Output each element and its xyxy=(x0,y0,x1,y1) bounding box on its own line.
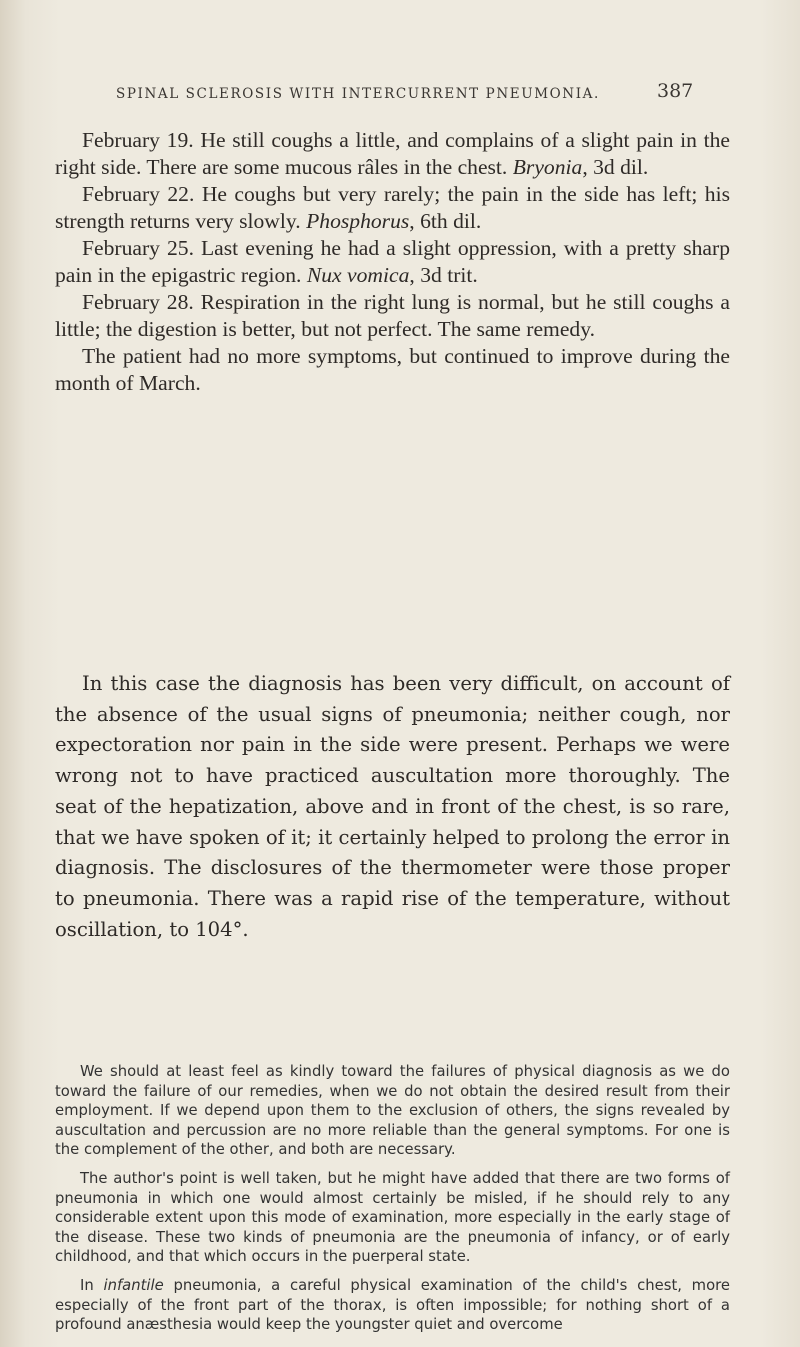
discussion-section xyxy=(55,669,730,945)
text-run: We should at least feel as kindly toward the failures of physical diagnosis as we do toward the failure of our remedies, when we do not obtain the desired result from their employment. If we depend upon them to the exclusion of others, the signs revealed by auscultation and percussion are no more reliable than the general symptoms. For one is the complement of the other, and both are necessary. xyxy=(55,1063,730,1159)
text-run: The author's point is well taken, but he might have added that there are two forms of pneumonia in which one would almost certainly be misled, if he should rely to any considerable extent upon this mode of examination, more especially in the early stage of the disease. These two kinds of pneumonia are the pneumonia of infancy, or of early childhood, and that which occurs in the puerperal state. xyxy=(55,1169,730,1266)
italic-term: Nux vomica xyxy=(306,263,410,287)
italic-term: infantile xyxy=(103,1276,164,1294)
text-run: February 19. He still coughs a little, and complains of a slight pain in the right side. There are some mucous râles in the chest. xyxy=(55,128,730,179)
page-number: 387 xyxy=(657,80,694,102)
entry-february-28 xyxy=(55,289,730,343)
case-entries xyxy=(55,127,730,397)
text-run: The patient had no more symptoms, but continued to improve during the month of March. xyxy=(55,344,730,395)
text-run: , 6th dil. xyxy=(409,209,482,233)
entry-conclusion xyxy=(55,343,730,397)
discussion-paragraph: In this case the diagnosis has been very difficult, on account of the absence of the usual signs of pneumonia; neither cough, nor expectoration nor pain in the side were present. Perhaps we were wrong not to have practiced auscultation more thoroughly. The seat of the hepatization, above and in front of the chest, is so rare, that we have spoken of it; it certainly helped to prolong the error in diagnosis. The disclosures of the thermometer were those proper to pneumonia. There was a rapid rise of the temperature, without oscillation, to 104°. xyxy=(55,672,730,941)
italic-term: Phosphorus xyxy=(306,209,410,233)
text-run: February 22. He coughs but very rarely; the pain in the side has left; his strength returns very slowly. xyxy=(55,182,730,233)
entry-february-19 xyxy=(55,127,730,181)
running-header: SPINAL SCLEROSIS WITH INTERCURRENT PNEUMONIA. xyxy=(116,86,600,102)
editor-notes xyxy=(55,1062,730,1344)
text-run: February 28. Respiration in the right lung is normal, but he still coughs a little; the digestion is better, but not perfect. The same remedy. xyxy=(55,290,730,341)
note-paragraph-1 xyxy=(55,1062,730,1160)
note-paragraph-2 xyxy=(55,1169,730,1267)
note-paragraph-3 xyxy=(55,1276,730,1335)
text-run: , 3d dil. xyxy=(582,155,649,179)
entry-february-25 xyxy=(55,235,730,289)
text-run: pneumonia, a careful physical examination of the child's chest, more especially of the front part of the thorax, is often impossible; for nothing short of a profound anæsthesia would keep the youngster quiet and overcome xyxy=(55,1276,730,1334)
italic-term: Bryonia xyxy=(512,155,583,179)
text-run: February 25. Last evening he had a slight oppression, with a pretty sharp pain in the epigastric region. xyxy=(55,236,730,287)
text-run: In xyxy=(80,1276,104,1294)
entry-february-22 xyxy=(55,181,730,235)
text-run: , 3d trit. xyxy=(409,263,478,287)
